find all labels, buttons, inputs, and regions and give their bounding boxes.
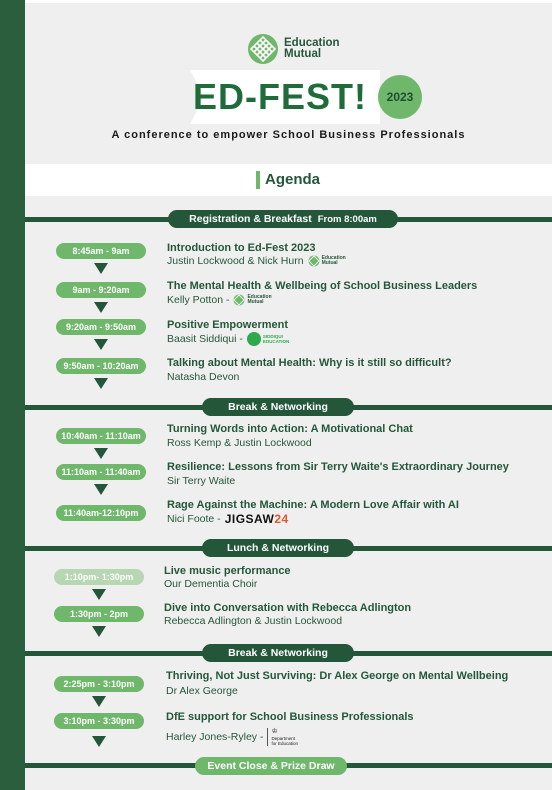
section-label: Registration & Breakfast bbox=[189, 213, 312, 225]
speaker-name: Sir Terry Waite bbox=[167, 475, 236, 487]
education-mutual-logo-small bbox=[233, 294, 271, 306]
session-speaker bbox=[167, 475, 235, 487]
jigsaw-word: JIGSAW bbox=[224, 512, 275, 526]
time-pill: 11:40am-12:10pm bbox=[56, 505, 146, 521]
education-mutual-logo-icon bbox=[233, 294, 245, 306]
education-mutual-logo-icon bbox=[247, 33, 279, 65]
session-title: Thriving, Not Just Surviving: Dr Alex George on Mental Wellbeing bbox=[166, 670, 509, 682]
session-title: Rage Against the Machine: A Modern Love Affair with AI bbox=[167, 499, 459, 511]
mini-logo-text: Education Mutual bbox=[321, 255, 346, 266]
department-for-education-logo bbox=[267, 728, 298, 746]
time-pill: 3:10pm - 3:30pm bbox=[54, 713, 144, 729]
session-speaker bbox=[167, 255, 346, 267]
event-title: ED-FEST! bbox=[193, 76, 367, 117]
jigsaw-number: 24 bbox=[274, 512, 289, 526]
year-badge: 2023 bbox=[378, 75, 422, 119]
jigsaw24-logo bbox=[225, 512, 289, 526]
session-title: Resilience: Lessons from Sir Terry Waite's Extraordinary Journey bbox=[167, 461, 509, 473]
section-close: Event Close & Prize Draw bbox=[195, 757, 347, 775]
session-title: Live music performance bbox=[164, 565, 291, 577]
speaker-name: Justin Lockwood & Nick Hurn bbox=[167, 255, 304, 267]
session-speaker bbox=[167, 437, 312, 449]
down-arrow-icon bbox=[94, 378, 108, 389]
speaker-name: Rebecca Adlington & Justin Lockwood bbox=[164, 615, 343, 627]
title-banner bbox=[190, 70, 390, 124]
speaker-name: Kelly Potton - bbox=[167, 294, 230, 306]
section-break: Break & Networking bbox=[202, 644, 354, 662]
siddiqui-logo-icon bbox=[247, 332, 261, 346]
down-arrow-icon bbox=[94, 302, 108, 313]
education-mutual-logo bbox=[247, 33, 340, 65]
section-break: Break & Networking bbox=[202, 398, 354, 416]
session-title: DfE support for School Business Professionals bbox=[166, 711, 414, 723]
session-title: The Mental Health & Wellbeing of School Business Leaders bbox=[167, 280, 478, 292]
down-arrow-icon bbox=[92, 589, 106, 600]
time-pill: 1:10pm- 1:30pm bbox=[54, 569, 144, 585]
education-mutual-logo-icon bbox=[308, 255, 320, 267]
session-speaker bbox=[166, 685, 238, 697]
logo-line-1: Education bbox=[284, 37, 340, 49]
siddiqui-education-logo bbox=[247, 332, 289, 346]
logo-wordmark bbox=[284, 38, 340, 60]
education-mutual-logo-small bbox=[308, 255, 346, 267]
time-pill: 10:40am - 11:10am bbox=[56, 428, 146, 444]
logo-line-2: Mutual bbox=[284, 48, 322, 60]
time-pill: 9:20am - 9:50am bbox=[56, 319, 146, 335]
session-title: Introduction to Ed-Fest 2023 bbox=[167, 242, 316, 254]
section-lunch: Lunch & Networking bbox=[202, 539, 354, 557]
time-pill: 11:10am - 11:40am bbox=[56, 464, 146, 480]
time-pill: 9:50am - 10:20am bbox=[56, 358, 146, 374]
down-arrow-icon bbox=[92, 736, 106, 747]
down-arrow-icon bbox=[92, 626, 106, 637]
agenda-heading: Agenda bbox=[265, 171, 321, 188]
session-title: Dive into Conversation with Rebecca Adlington bbox=[164, 602, 412, 614]
session-title: Positive Empowerment bbox=[167, 319, 289, 331]
session-speaker bbox=[167, 332, 289, 346]
session-speaker bbox=[164, 578, 257, 590]
speaker-name: Our Dementia Choir bbox=[164, 578, 258, 590]
siddiqui-logo-text: SIDDIQUI EDUCATION bbox=[262, 334, 290, 344]
time-pill: 8:45am - 9am bbox=[56, 243, 146, 259]
speaker-name: Harley Jones-Ryley - bbox=[166, 731, 264, 743]
session-title: Talking about Mental Health: Why is it still so difficult? bbox=[167, 357, 452, 369]
mini-logo-text: Education Mutual bbox=[247, 294, 272, 305]
dfe-logo-block bbox=[271, 728, 298, 746]
speaker-name: Ross Kemp & Justin Lockwood bbox=[167, 437, 312, 449]
session-title: Turning Words into Action: A Motivational Chat bbox=[167, 423, 413, 435]
speaker-name: Baasit Siddiqui - bbox=[167, 333, 243, 345]
session-speaker bbox=[164, 615, 342, 627]
speaker-name: Dr Alex George bbox=[166, 685, 238, 697]
time-pill: 2:25pm - 3:10pm bbox=[54, 676, 144, 692]
speaker-name: Nici Foote - bbox=[167, 513, 221, 525]
dfe-logo-text: Department for Education bbox=[271, 736, 298, 746]
section-registration bbox=[168, 210, 398, 228]
session-speaker bbox=[167, 371, 239, 383]
speaker-name: Natasha Devon bbox=[167, 371, 240, 383]
left-accent-bar bbox=[0, 0, 25, 790]
down-arrow-icon bbox=[92, 696, 106, 707]
section-extra: From 8:00am bbox=[317, 213, 377, 225]
time-pill: 1:30pm - 2pm bbox=[54, 606, 144, 622]
event-subtitle: A conference to empower School Business Professionals bbox=[111, 129, 466, 141]
time-pill: 9am - 9:20am bbox=[56, 282, 146, 298]
down-arrow-icon bbox=[94, 339, 108, 350]
session-speaker bbox=[167, 512, 289, 526]
down-arrow-icon bbox=[94, 263, 108, 274]
crest-icon: ♔ bbox=[271, 728, 278, 735]
session-speaker bbox=[167, 294, 272, 306]
down-arrow-icon bbox=[94, 448, 108, 459]
top-border bbox=[25, 0, 552, 3]
agenda-accent-bar bbox=[256, 171, 260, 189]
session-speaker bbox=[166, 728, 298, 746]
down-arrow-icon bbox=[94, 484, 108, 495]
